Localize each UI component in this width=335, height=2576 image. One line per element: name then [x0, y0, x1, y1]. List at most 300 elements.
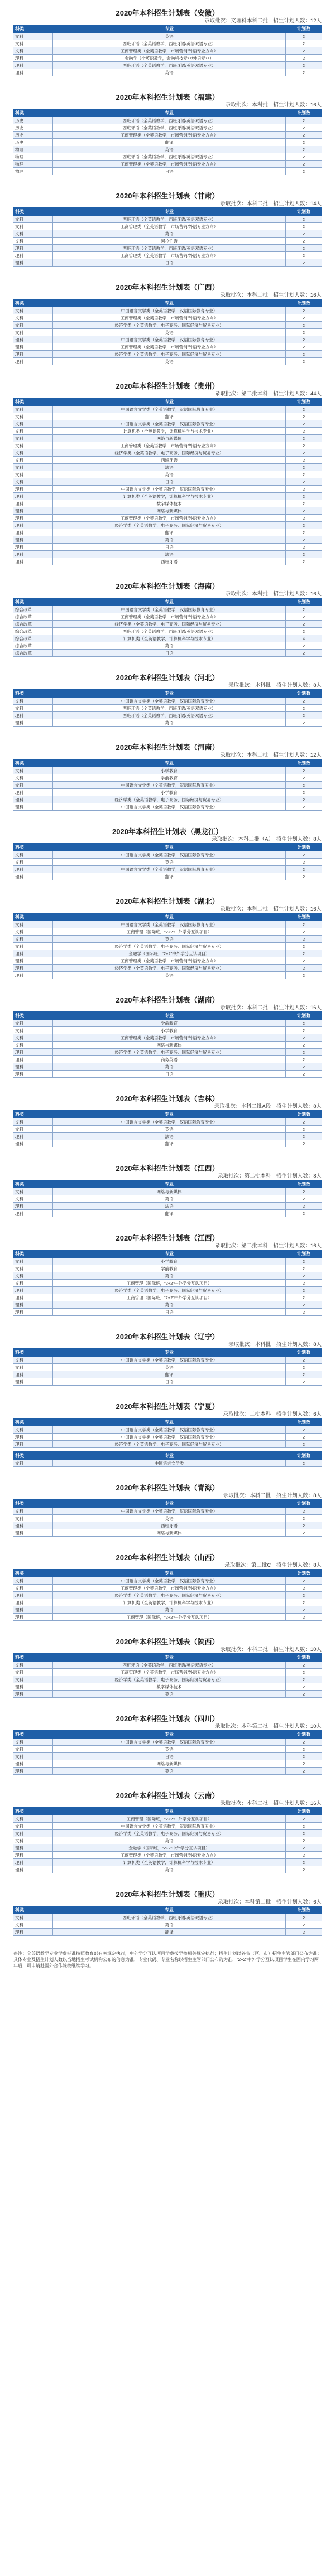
cell-major: 翻译: [53, 873, 286, 880]
cell-quota: 2: [286, 1852, 322, 1859]
cell-quota: 2: [286, 457, 322, 464]
cell-category: 文科: [13, 478, 53, 486]
cell-major: 西班牙语（全英语教学，西班牙语/英语双语专业）: [53, 1662, 286, 1669]
table-row: [13, 420, 322, 428]
table-row: [13, 1844, 322, 1852]
cell-quota: 2: [286, 698, 322, 705]
cell-major: 工商管理（国际班，“2+2”中外学分互认项目）: [53, 1614, 286, 1621]
table-header-row: [13, 25, 322, 33]
table-row: [13, 230, 322, 238]
cell-major: 经济学类（全英语教学，电子商务、国际经济与贸易专业）: [53, 965, 286, 972]
cell-quota: 2: [286, 789, 322, 796]
table-row: [13, 493, 322, 500]
table-row: [13, 628, 322, 635]
cell-category: 文科: [13, 1914, 53, 1921]
province-plan-section: [0, 1448, 335, 1467]
section-title: 2020年本科招生计划表（辽宁）: [116, 1333, 219, 1341]
cell-quota: 2: [286, 1746, 322, 1753]
cell-category: 文科: [13, 33, 53, 40]
cell-quota: 2: [286, 950, 322, 957]
cell-quota: 2: [286, 957, 322, 965]
section-title: 2020年本科招生计划表（宁夏）: [116, 1402, 219, 1411]
cell-category: 理科: [13, 507, 53, 515]
table-row: [13, 873, 322, 880]
cell-quota: 2: [286, 1599, 322, 1606]
cell-quota: 2: [286, 1585, 322, 1592]
plan-table: [13, 1807, 322, 1873]
header-quota: 计划数: [286, 1906, 322, 1914]
cell-category: 文科: [13, 698, 53, 705]
cell-major: 英语: [53, 329, 286, 336]
cell-quota: 2: [286, 1441, 322, 1448]
cell-category: 文科: [13, 1364, 53, 1371]
cell-major: 中国语言文学类（全英语教学，汉语国际教育专业）: [53, 921, 286, 928]
cell-category: 理科: [13, 515, 53, 522]
cell-major: 数字媒体技术: [53, 1683, 286, 1691]
table-row: [13, 168, 322, 175]
cell-quota: 2: [286, 873, 322, 880]
cell-category: 文科: [13, 464, 53, 471]
cell-major: 英语: [53, 536, 286, 544]
cell-category: 文科: [13, 238, 53, 245]
cell-category: 文科: [13, 1460, 53, 1467]
cell-quota: 2: [286, 851, 322, 859]
cell-major: 中国语言文学类（全英语教学，汉语国际教育专业）: [53, 406, 286, 413]
table-row: [13, 943, 322, 950]
cell-major: 西班牙语（全英语教学，西班牙语/英语双语专业）: [53, 628, 286, 635]
cell-major: 西班牙语: [53, 457, 286, 464]
table-row: [13, 1210, 322, 1217]
header-category: 科类: [13, 1906, 53, 1914]
table-row: [13, 536, 322, 544]
cell-category: 历史: [13, 117, 53, 124]
table-row: [13, 936, 322, 943]
cell-major: 工商管理类（全英语教学，市场营销/外语专业方向）: [53, 314, 286, 322]
cell-category: 理科: [13, 803, 53, 811]
cell-quota: 2: [286, 1691, 322, 1698]
table-row: [13, 1914, 322, 1921]
cell-category: 物理: [13, 153, 53, 161]
header-category: 科类: [13, 299, 53, 307]
cell-category: 物理: [13, 146, 53, 153]
table-header-row: [13, 1731, 322, 1739]
table-row: [13, 1378, 322, 1386]
cell-major: 英语: [53, 471, 286, 478]
header-category: 科类: [13, 1250, 53, 1258]
admission-batch-info: 录取批次：第二批本科 招生计划人数：44人: [214, 391, 322, 397]
cell-quota: 2: [286, 1815, 322, 1823]
section-title: 2020年本科招生计划表（河南）: [116, 743, 219, 752]
table-row: [13, 965, 322, 972]
plan-table: [13, 25, 322, 76]
table-row: [13, 1020, 322, 1027]
cell-category: 文科: [13, 1746, 53, 1753]
table-row: [13, 1830, 322, 1837]
table-row: [13, 358, 322, 365]
cell-category: 理科: [13, 972, 53, 979]
header-category: 科类: [13, 1731, 53, 1739]
cell-category: 综合改革: [13, 635, 53, 642]
cell-quota: 2: [286, 1049, 322, 1056]
table-row: [13, 551, 322, 558]
cell-category: 文科: [13, 1837, 53, 1844]
cell-major: 中国语言文学类（全英语教学，汉语国际教育专业）: [53, 1577, 286, 1585]
plan-table: [13, 1011, 322, 1078]
table-row: [13, 33, 322, 40]
cell-category: 物理: [13, 161, 53, 168]
admission-batch-info: 录取批次：本科二批 招生计划人数：16人: [220, 1005, 322, 1011]
cell-category: 文科: [13, 859, 53, 866]
table-row: [13, 1140, 322, 1147]
header-category: 科类: [13, 1349, 53, 1357]
cell-category: 文科: [13, 413, 53, 420]
header-quota: 计划数: [286, 913, 322, 921]
cell-major: 工商管理（国际班，“2+2”中外学分互认项目）: [53, 1280, 286, 1287]
table-row: [13, 1188, 322, 1195]
cell-category: 理科: [13, 1441, 53, 1448]
header-category: 科类: [13, 759, 53, 767]
header-category: 科类: [13, 1570, 53, 1577]
table-row: [13, 464, 322, 471]
plan-table: [13, 759, 322, 811]
cell-category: 文科: [13, 1830, 53, 1837]
table-row: [13, 252, 322, 259]
section-title: 2020年本科招生计划表（重庆）: [116, 1890, 219, 1899]
cell-major: 经济学类（全英语教学，电子商务、国际经济与贸易专业）: [53, 621, 286, 628]
cell-quota: 2: [286, 230, 322, 238]
table-row: [13, 1662, 322, 1669]
province-plan-section: [0, 1316, 335, 1386]
admission-batch-info: 录取批次：第二批本科 招生计划人数：8人: [218, 1173, 322, 1179]
cell-major: 日语: [53, 259, 286, 267]
cell-category: 文科: [13, 705, 53, 712]
table-row: [13, 428, 322, 435]
cell-category: 文科: [13, 230, 53, 238]
province-plan-section: [0, 1537, 335, 1621]
province-plan-section: [0, 1467, 335, 1537]
cell-category: 历史: [13, 124, 53, 132]
plan-table: [13, 398, 322, 565]
table-row: [13, 1357, 322, 1364]
table-header-row: [13, 109, 322, 117]
cell-quota: 2: [286, 628, 322, 635]
cell-quota: 2: [286, 1140, 322, 1147]
header-major: 专业: [53, 1349, 286, 1357]
cell-major: 工商管理类（全英语教学，市场营销/外语专业方向）: [53, 223, 286, 230]
header-major: 专业: [53, 1808, 286, 1815]
cell-category: 文科: [13, 47, 53, 55]
cell-quota: 2: [286, 406, 322, 413]
cell-major: 工商管理（国际班，“2+2”中外学分互认项目）: [53, 928, 286, 936]
cell-quota: 2: [286, 1683, 322, 1691]
header-category: 科类: [13, 1111, 53, 1118]
cell-quota: 2: [286, 943, 322, 950]
admission-batch-info: 录取批次：二批本科 招生计划人数：6人: [223, 1411, 322, 1417]
cell-category: 文科: [13, 1515, 53, 1522]
cell-category: 理科: [13, 1371, 53, 1378]
cell-major: 中国语言文学类（全英语教学，汉语国际教育专业）: [53, 1118, 286, 1126]
cell-category: 理科: [13, 1210, 53, 1217]
table-row: [13, 1118, 322, 1126]
admission-batch-info: 录取批次：本科二批A段 招生计划人数：8人: [214, 1103, 322, 1110]
table-row: [13, 1371, 322, 1378]
cell-major: 英语: [53, 1364, 286, 1371]
cell-quota: 2: [286, 1676, 322, 1683]
table-row: [13, 972, 322, 979]
cell-major: 工商管理类（全英语教学，市场营销/外语专业方向）: [53, 1852, 286, 1859]
header-category: 科类: [13, 208, 53, 216]
cell-quota: 2: [286, 965, 322, 972]
cell-quota: 2: [286, 1378, 322, 1386]
cell-quota: 2: [286, 117, 322, 124]
table-header-row: [13, 844, 322, 851]
cell-major: 中国语言文学类: [53, 1460, 286, 1467]
cell-quota: 2: [286, 329, 322, 336]
cell-category: 理科: [13, 1063, 53, 1071]
cell-quota: 2: [286, 1508, 322, 1515]
cell-category: 文科: [13, 774, 53, 782]
cell-major: 网络与新媒体: [53, 507, 286, 515]
cell-major: 日语: [53, 168, 286, 175]
cell-major: 翻译: [53, 1210, 286, 1217]
cell-major: 商务英语: [53, 1056, 286, 1063]
admission-batch-info: 录取批次：本科批 招生计划人数：16人: [225, 591, 322, 597]
section-title: 2020年本科招生计划表（山西）: [116, 1553, 219, 1562]
cell-major: 英语: [53, 1301, 286, 1309]
cell-quota: 2: [286, 1063, 322, 1071]
table-row: [13, 238, 322, 245]
cell-category: 理科: [13, 712, 53, 719]
cell-major: 翻译: [53, 1929, 286, 1936]
header-major: 专业: [53, 1012, 286, 1020]
cell-category: 历史: [13, 139, 53, 146]
cell-quota: 2: [286, 168, 322, 175]
cell-category: 理科: [13, 1599, 53, 1606]
cell-quota: 2: [286, 1662, 322, 1669]
table-header-row: [13, 1012, 322, 1020]
cell-category: 文科: [13, 471, 53, 478]
table-row: [13, 705, 322, 712]
cell-quota: 2: [286, 551, 322, 558]
table-row: [13, 1287, 322, 1294]
cell-major: 英语: [53, 230, 286, 238]
cell-major: 英语: [53, 1063, 286, 1071]
cell-category: 文科: [13, 1195, 53, 1203]
cell-major: 西班牙语（全英语教学，西班牙语/英语双语专业）: [53, 153, 286, 161]
cell-category: 理科: [13, 1683, 53, 1691]
table-row: [13, 1592, 322, 1599]
table-row: [13, 442, 322, 449]
cell-major: 翻译: [53, 1140, 286, 1147]
cell-quota: 2: [286, 435, 322, 442]
cell-major: 网络与新媒体: [53, 1760, 286, 1768]
cell-quota: 2: [286, 1921, 322, 1929]
header-major: 专业: [53, 1906, 286, 1914]
header-major: 专业: [53, 1250, 286, 1258]
section-title: 2020年本科招生计划表（广西）: [116, 283, 219, 292]
cell-category: 理科: [13, 529, 53, 536]
table-header-row: [13, 1906, 322, 1914]
admission-batch-info: 录取批次：本科批 招生计划人数：8人: [228, 1342, 322, 1348]
cell-category: 综合改革: [13, 650, 53, 657]
cell-quota: 2: [286, 245, 322, 252]
cell-quota: 2: [286, 351, 322, 358]
cell-major: 工商管理类（全英语教学，市场营销/外语专业方向）: [53, 132, 286, 139]
table-row: [13, 1606, 322, 1614]
header-quota: 计划数: [286, 25, 322, 33]
cell-major: 英语: [53, 1921, 286, 1929]
cell-quota: 4: [286, 635, 322, 642]
cell-quota: 2: [286, 139, 322, 146]
cell-major: 小学教育: [53, 767, 286, 774]
admission-batch-info: 录取批次：本科二批 招生计划人数：12人: [220, 752, 322, 758]
cell-quota: 2: [286, 1830, 322, 1837]
cell-category: 文科: [13, 767, 53, 774]
header-major: 专业: [53, 1500, 286, 1508]
cell-quota: 2: [286, 223, 322, 230]
table-row: [13, 1195, 322, 1203]
cell-category: 理科: [13, 558, 53, 565]
cell-category: 理科: [13, 522, 53, 529]
cell-major: 金融学（国际班，“2+2”中外学分互认项目）: [53, 950, 286, 957]
province-plan-section: [0, 880, 335, 979]
cell-major: 中国语言文学类（全英语教学，汉语国际教育专业）: [53, 1357, 286, 1364]
cell-major: 西班牙语（全英语教学，西班牙语/英语双语专业）: [53, 705, 286, 712]
province-plan-section: [0, 1147, 335, 1217]
cell-quota: 2: [286, 1364, 322, 1371]
cell-quota: 2: [286, 1669, 322, 1676]
table-row: [13, 650, 322, 657]
cell-category: 文科: [13, 1280, 53, 1287]
table-row: [13, 413, 322, 420]
table-row: [13, 1063, 322, 1071]
header-major: 专业: [53, 1111, 286, 1118]
table-row: [13, 507, 322, 515]
cell-category: 文科: [13, 936, 53, 943]
cell-category: 理科: [13, 252, 53, 259]
cell-major: 日语: [53, 478, 286, 486]
cell-major: 工商管理类（全英语教学，市场营销/外语专业方向）: [53, 515, 286, 522]
cell-major: 学前教育: [53, 1265, 286, 1272]
table-row: [13, 544, 322, 551]
cell-category: 理科: [13, 1056, 53, 1063]
cell-category: 理科: [13, 1287, 53, 1294]
table-row: [13, 1921, 322, 1929]
cell-quota: 2: [286, 322, 322, 329]
table-row: [13, 921, 322, 928]
cell-category: 理科: [13, 1852, 53, 1859]
plan-table: [13, 1730, 322, 1775]
cell-major: 计算机类（全英语教学，计算机科学与技术专业）: [53, 635, 286, 642]
province-plan-section: [0, 0, 335, 76]
cell-major: 英语: [53, 1866, 286, 1873]
cell-quota: 2: [286, 642, 322, 650]
cell-quota: 2: [286, 1280, 322, 1287]
cell-quota: 2: [286, 1287, 322, 1294]
table-header-row: [13, 1570, 322, 1577]
cell-category: 理科: [13, 1866, 53, 1873]
cell-quota: 2: [286, 767, 322, 774]
province-plan-section: [0, 1775, 335, 1873]
cell-category: 文科: [13, 428, 53, 435]
cell-major: 中国语言文学类（全英语教学，汉语国际教育专业）: [53, 866, 286, 873]
table-row: [13, 782, 322, 789]
admission-batch-info: 录取批次：第二批本科 招生计划人数：16人: [214, 1243, 322, 1249]
table-row: [13, 1508, 322, 1515]
cell-category: 理科: [13, 1529, 53, 1537]
cell-quota: 2: [286, 1042, 322, 1049]
cell-category: 物理: [13, 168, 53, 175]
cell-category: 文科: [13, 921, 53, 928]
table-row: [13, 1027, 322, 1034]
cell-major: 经济学类（全英语教学，电子商务、国际经济与贸易专业）: [53, 1592, 286, 1599]
header-category: 科类: [13, 690, 53, 698]
header-major: 专业: [53, 1731, 286, 1739]
table-row: [13, 1126, 322, 1133]
plan-table: [13, 1499, 322, 1537]
cell-category: 理科: [13, 1309, 53, 1316]
cell-category: 理科: [13, 1691, 53, 1698]
cell-quota: 2: [286, 153, 322, 161]
cell-quota: 2: [286, 712, 322, 719]
cell-category: 理科: [13, 500, 53, 507]
table-row: [13, 500, 322, 507]
cell-major: 经济学类（全英语教学，电子商务、国际经济与贸易专业）: [53, 1049, 286, 1056]
cell-major: 阿拉伯语: [53, 238, 286, 245]
header-major: 专业: [53, 1180, 286, 1188]
cell-quota: 2: [286, 621, 322, 628]
cell-category: 文科: [13, 1426, 53, 1434]
province-plan-section: [0, 1078, 335, 1147]
cell-category: 文科: [13, 1921, 53, 1929]
admission-batch-info: 录取批次：本科二批 招生计划人数：16人: [220, 1800, 322, 1807]
cell-major: 法语: [53, 1203, 286, 1210]
header-quota: 计划数: [286, 1250, 322, 1258]
cell-major: 工商管理（国际班，“2+2”中外学分互认项目）: [53, 1815, 286, 1823]
table-header-row: [13, 1111, 322, 1118]
cell-quota: 2: [286, 47, 322, 55]
header-quota: 计划数: [286, 1570, 322, 1577]
cell-category: 理科: [13, 1522, 53, 1529]
table-row: [13, 1683, 322, 1691]
admission-batch-info: 录取批次：本科二批 招生计划人数：10人: [220, 1647, 322, 1653]
section-title: 2020年本科招生计划表（江西）: [116, 1164, 219, 1173]
table-row: [13, 161, 322, 168]
cell-quota: 2: [286, 1309, 322, 1316]
table-row: [13, 789, 322, 796]
cell-category: 文科: [13, 1753, 53, 1760]
cell-major: 英语: [53, 146, 286, 153]
cell-quota: 2: [286, 606, 322, 613]
table-row: [13, 1753, 322, 1760]
cell-category: 理科: [13, 1760, 53, 1768]
table-row: [13, 1203, 322, 1210]
cell-category: 理科: [13, 796, 53, 803]
cell-quota: 2: [286, 1522, 322, 1529]
plan-table: [13, 1110, 322, 1147]
cell-category: 综合改革: [13, 642, 53, 650]
cell-quota: 2: [286, 1294, 322, 1301]
table-row: [13, 146, 322, 153]
cell-quota: 2: [286, 719, 322, 727]
table-row: [13, 449, 322, 457]
cell-major: 经济学类（全英语教学，电子商务、国际经济与贸易专业）: [53, 1287, 286, 1294]
header-major: 专业: [53, 844, 286, 851]
cell-category: 文科: [13, 307, 53, 314]
header-major: 专业: [53, 759, 286, 767]
plan-table: [13, 1180, 322, 1217]
cell-category: 理科: [13, 1929, 53, 1936]
